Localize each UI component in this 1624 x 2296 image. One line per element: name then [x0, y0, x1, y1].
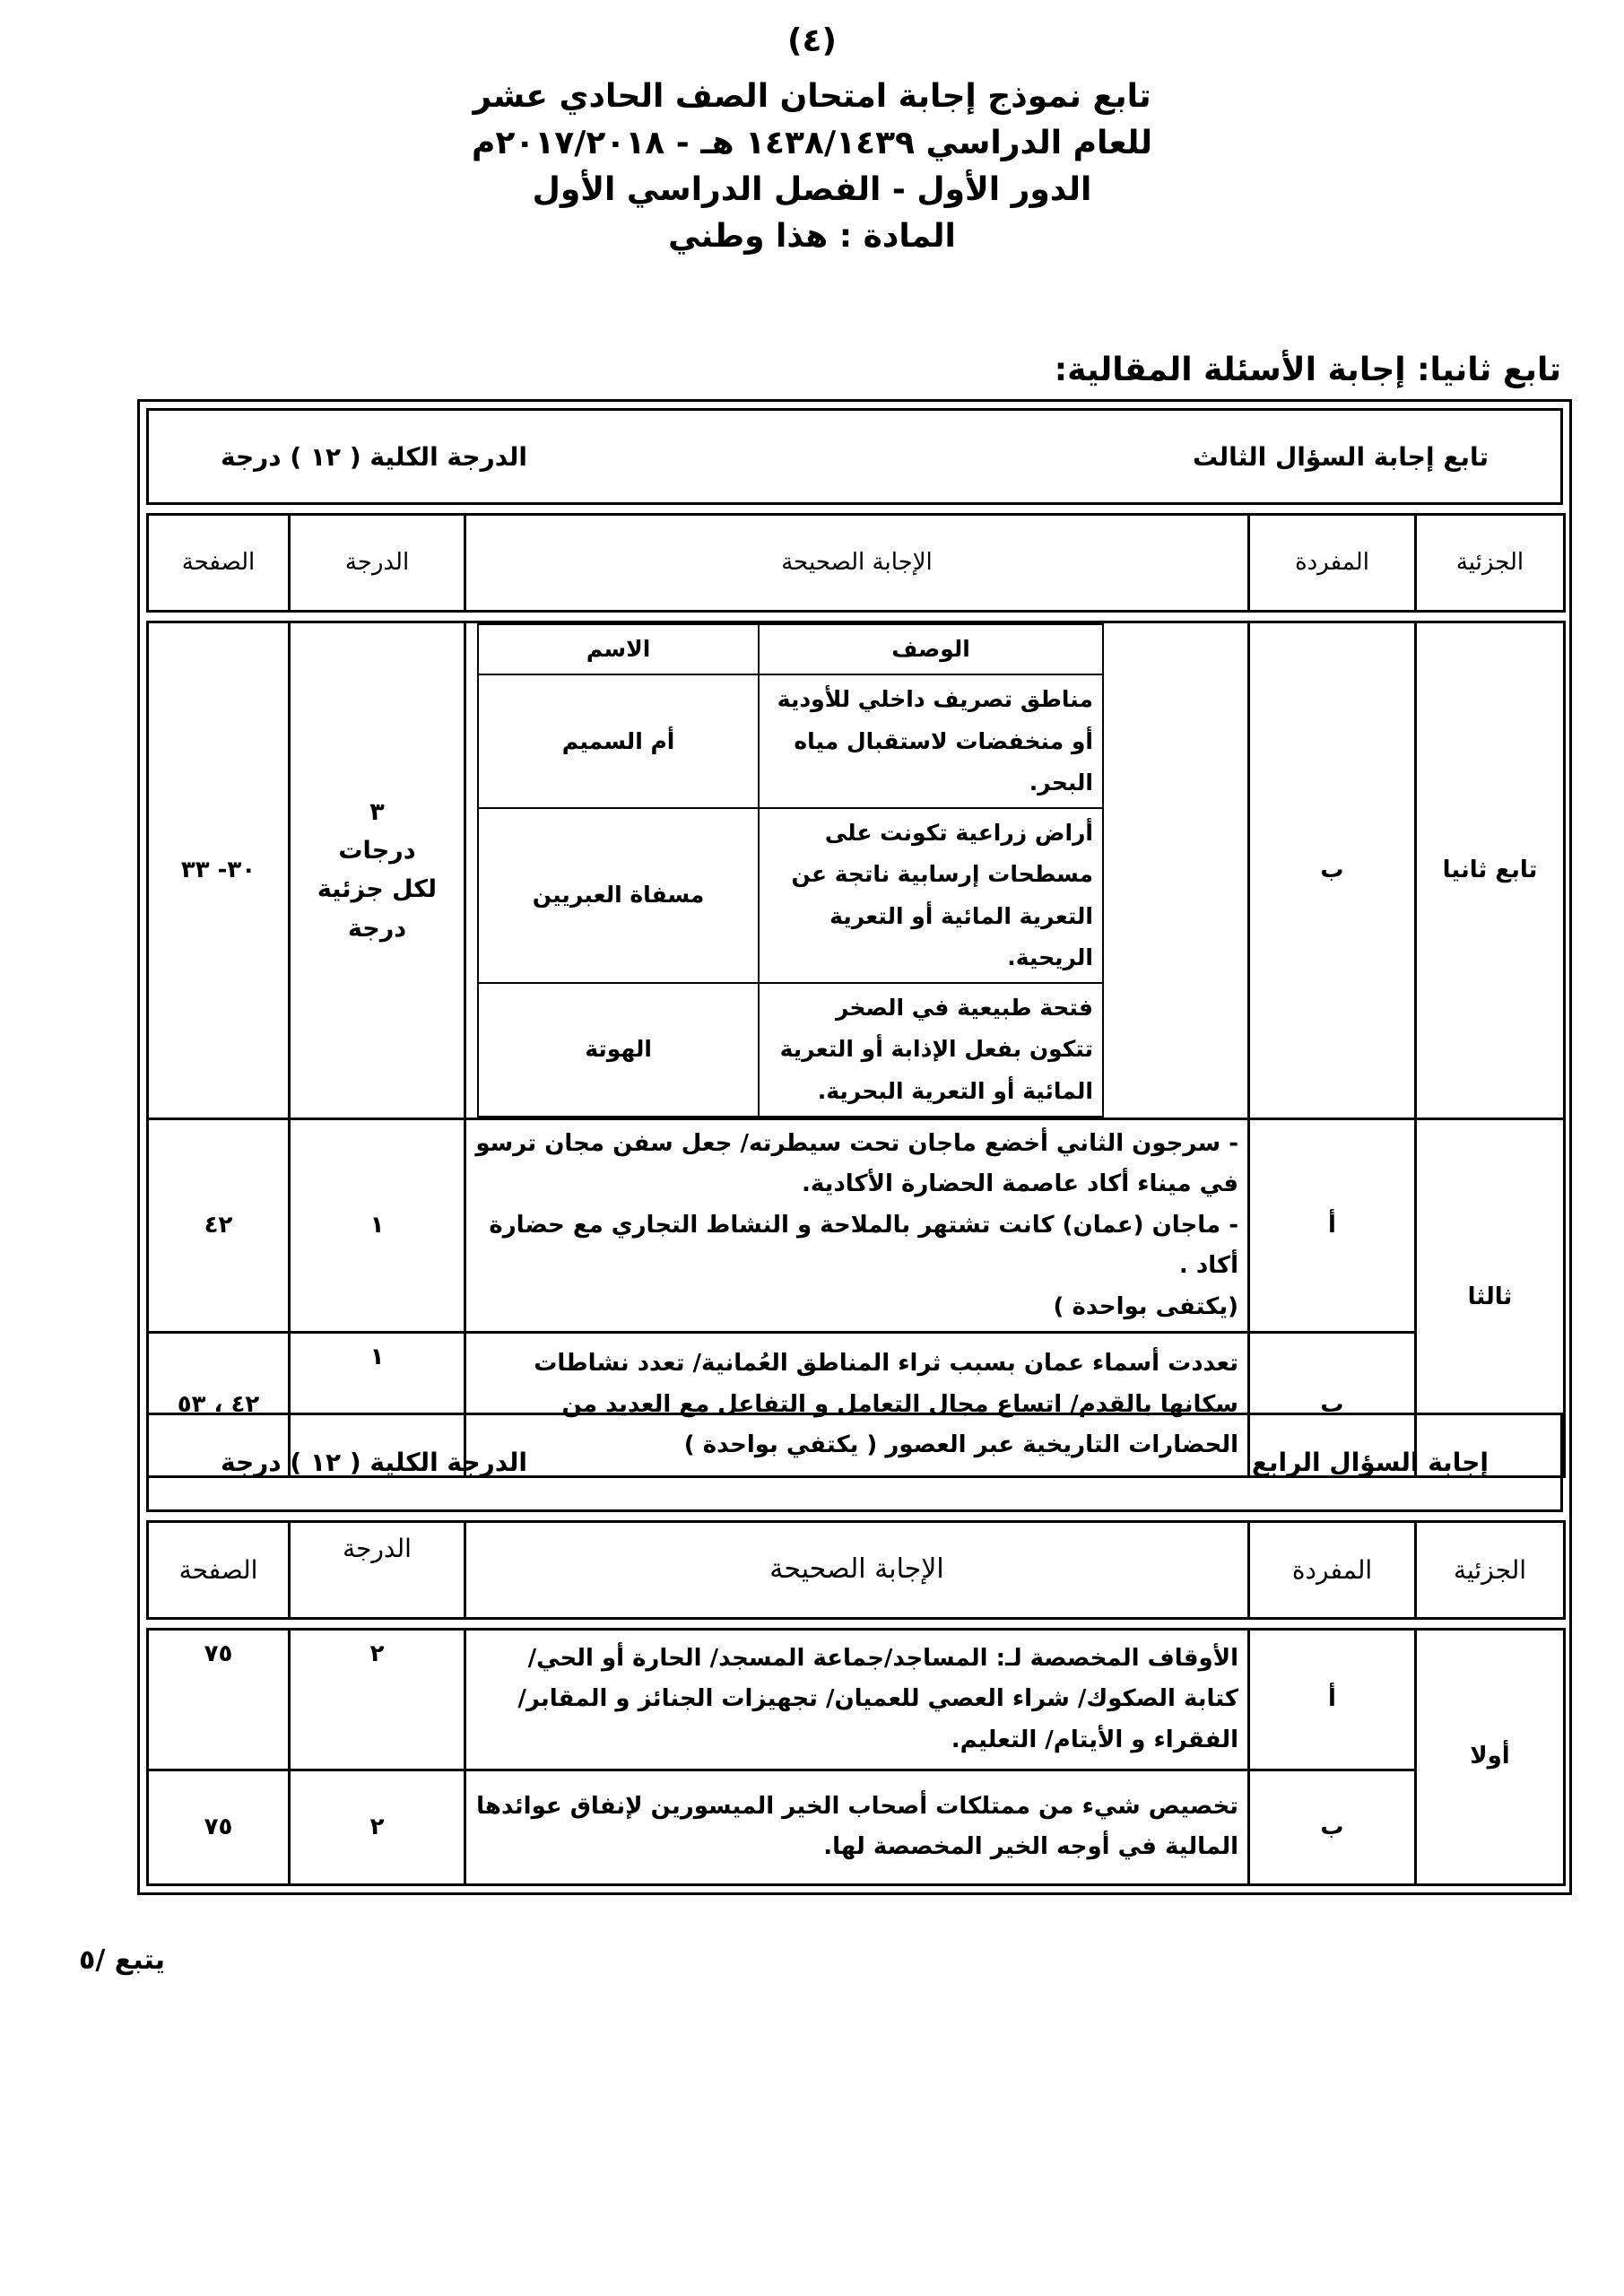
q4-row2-grade: ٢ — [290, 1770, 465, 1884]
table-row — [148, 1770, 1565, 1884]
subject: المادة : هذا وطني — [668, 218, 956, 255]
inner-desc-3: فتحة طبيعية في الصخر تتكون بفعل الإذابة أو التعرية المائية أو التعرية البحرية. — [759, 983, 1103, 1117]
q3-header-table — [146, 513, 1566, 613]
q3-row3-answer: تعددت أسماء عمان بسبب ثراء المناطق العُمانية/ تعدد نشاطات سكانها بالقدم/ اتساع مجال التعامل و التفاعل مع العديد من الحضارات التاريخية عبر العصور ( يكتفي بواحدة ) — [465, 1333, 1249, 1477]
academic-year: للعام الدراسي ١٤٣٨/١٤٣٩ هـ - ٢٠١٧/٢٠١٨م — [471, 125, 1153, 161]
q3-row3-grade: ١ — [290, 1333, 465, 1477]
q4-row1-grade: ٢ — [290, 1630, 465, 1770]
table-row — [148, 1630, 1565, 1770]
inner-desc-2: أراض زراعية تكونت على مسطحات إرسابية ناتجة عن التعرية المائية أو التعرية الريحية. — [759, 808, 1103, 983]
continued-note: يتبع /٥ — [79, 1944, 165, 1976]
q3-header-part: الجزئية — [1416, 515, 1565, 612]
q3-header-page: الصفحة — [148, 515, 290, 612]
q4-row2-answer: تخصيص شيء من ممتلكات أصحاب الخير الميسورين لإنفاق عوائدها المالية في أوجه الخير المخصصة لها. — [465, 1770, 1249, 1884]
q4-header-answer: الإجابة الصحيحة — [465, 1522, 1249, 1619]
q3-header-item: المفردة — [1249, 515, 1416, 612]
q4-title: إجابة السؤال الرابع — [1251, 1448, 1489, 1477]
q3-row1-page: ٣٠- ٣٣ — [148, 622, 290, 1119]
q4-header-part: الجزئية — [1416, 1522, 1565, 1619]
q3-title: تابع إجابة السؤال الثالث — [1193, 441, 1489, 472]
q3-row3-item: ب — [1249, 1333, 1416, 1477]
q3-total-grade: الدرجة الكلية ( ١٢ ) درجة — [221, 441, 527, 472]
q3-row1-item: ب — [1249, 622, 1416, 1119]
q4-title-box — [146, 1413, 1563, 1512]
q3-row2-item: أ — [1249, 1118, 1416, 1333]
q4-total-grade: الدرجة الكلية ( ١٢ ) درجة — [221, 1448, 527, 1477]
q4-row1-part: أولا — [1416, 1630, 1565, 1885]
q3-row2-part: ثالثا — [1416, 1118, 1565, 1477]
table-row — [148, 1118, 1565, 1333]
q3-title-box — [146, 408, 1563, 505]
q3-body-table — [146, 621, 1566, 1478]
q4-header-table — [146, 1520, 1566, 1620]
q4-header-grade: الدرجة — [290, 1522, 465, 1619]
q3-row2-answer: - سرجون الثاني أخضع ماجان تحت سيطرته/ جعل سفن مجان ترسو في ميناء أكاد عاصمة الحضارة الأكادية. - ماجان (عمان) كانت تشتهر بالملاحة و النشاط التجاري مع حضارة أكاد . (يكتفى بواحدة ) — [465, 1118, 1249, 1333]
q4-row1-item: أ — [1249, 1630, 1416, 1770]
page-header — [0, 22, 1624, 267]
q4-header-item: المفردة — [1249, 1522, 1416, 1619]
inner-name-1: أم السميم — [478, 674, 759, 808]
q4-header-page: الصفحة — [148, 1522, 290, 1619]
page-number: (٤) — [787, 22, 837, 59]
q4-row2-item: ب — [1249, 1770, 1416, 1884]
terms-inner-table — [477, 623, 1104, 1118]
inner-header-desc: الوصف — [759, 624, 1103, 674]
q3-row1-part: تابع ثانيا — [1416, 622, 1565, 1119]
table-row — [148, 622, 1565, 1119]
exam-title: تابع نموذج إجابة امتحان الصف الحادي عشر — [473, 78, 1151, 115]
q3-row1-answer — [465, 622, 1249, 1119]
exam-session: الدور الأول - الفصل الدراسي الأول — [532, 171, 1092, 208]
q4-row2-page: ٧٥ — [148, 1770, 290, 1884]
q4-body-table — [146, 1628, 1566, 1886]
q3-header-answer: الإجابة الصحيحة — [465, 515, 1249, 612]
section-title: تابع ثانيا: إجابة الأسئلة المقالية: — [1054, 352, 1561, 388]
inner-name-2: مسفاة العبريين — [478, 808, 759, 983]
q4-row1-page: ٧٥ — [148, 1630, 290, 1770]
inner-desc-1: مناطق تصريف داخلي للأودية أو منخفضات لاستقبال مياه البحر. — [759, 674, 1103, 808]
inner-name-3: الهوتة — [478, 983, 759, 1117]
q3-row2-page: ٤٢ — [148, 1118, 290, 1333]
inner-header-name: الاسم — [478, 624, 759, 674]
q4-row1-answer: الأوقاف المخصصة لـ: المساجد/جماعة المسجد/ الحارة أو الحي/ كتابة الصكوك/ شراء العصي للعميان/ تجهيزات الجنائز و المقابر/ الفقراء و الأيتام/ التعليم. — [465, 1630, 1249, 1770]
q3-row2-grade: ١ — [290, 1118, 465, 1333]
q3-row1-grade: ٣ درجات لكل جزئية درجة — [290, 622, 465, 1119]
q3-header-grade: الدرجة — [290, 515, 465, 612]
q3-row3-page: ٤٢ ، ٥٣ — [148, 1333, 290, 1477]
